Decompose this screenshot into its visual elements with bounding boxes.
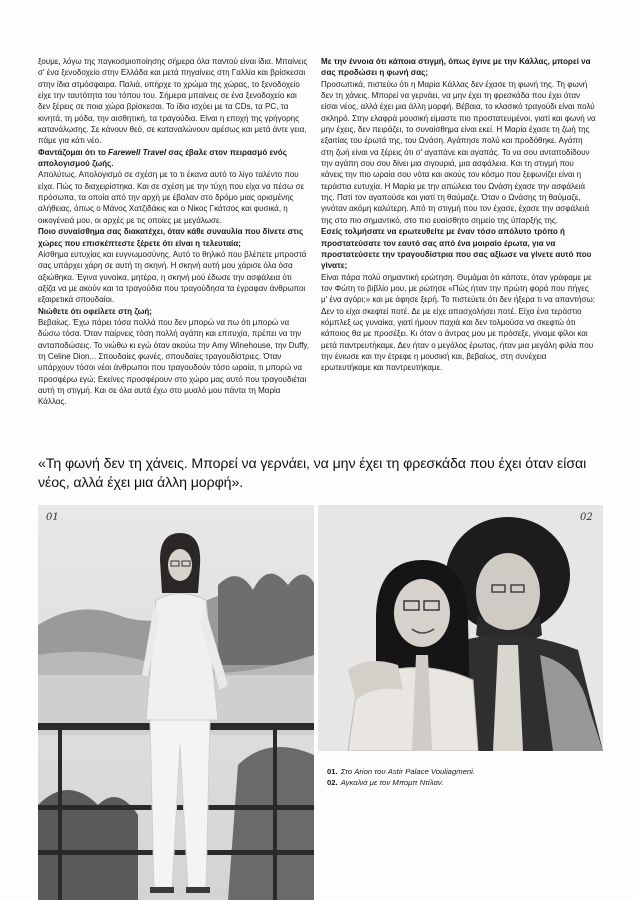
question-italic: Farewell Travel — [108, 147, 167, 157]
interview-question: Νιώθετε ότι οφείλετε στη ζωή; — [38, 306, 152, 316]
interview-answer: Είναι πάρα πολύ σημαντική ερώτηση. Θυμάμαι ότι κάποτε, όταν γράφαμε με τον Φώτη το βιβλίο μου, με ρώτησε «Πώς ήταν την πρώτη φορά που πήγες μ' ένα αγόρι;» και με άφησε ξερή. Το πιστεύετε ότι δεν ήξερα τι να απαντήσω; Δεν το είχα σκεφτεί ποτέ. Δε με είχε απασχολήσει ποτέ. Είχα ένα τεράστιο κόμπλεξ ως γυναίκα, γιατί ήμουν παχιά και δεν τολμούσα να σκεφτώ ότι κάποιος θα με προσέξει. Κι όταν ο άντρας μου με πρόσεξε, γίναμε φίλοι και μετά παντρευτήκαμε. Δεν ήταν ο μεγάλος έρωτας, ήταν μια μεγάλη φιλία που την ένιωσε και την έτρεφε η μουσική και, βεβαίως, στη συνέχεια ερωτευτήκαμε και παντρευτήκαμε. — [321, 272, 595, 373]
caption-01 — [327, 766, 607, 777]
interview-question — [38, 147, 310, 170]
pull-quote: «Τη φωνή δεν τη χάνεις. Μπορεί να γερνάει, να μην έχει τη φρεσκάδα που έχει όταν είσαι νέος, αλλά έχει μια άλλη μορφή». — [38, 456, 587, 491]
interview-answer: ξουμε, λόγω της παγκοσμιοποίησης σήμερα όλα παντού είναι ίδια. Μπαίνεις σ' ένα ξενοδοχείο στην Ελλάδα και μετά πηγαίνεις στη Γαλλία και βρίσκεσαι στην ίδια ατμόσφαιρα. Παλιά, υπήρχε το χρώμα της χώρας, το ξενοδοχείο είχε την ταυτότητα του τόπου του. Σήμερα μπαίνεις σε ένα ξενοδοχείο και δεν ξέρεις σε ποια χώρα βρίσκεσαι. Το ίδιο ισχύει με τα CDs, τα PC, τα κινητά, τη μόδα, την αισθητική, τα τραγούδια. Είναι η εποχή της γρήγορης κατανάλωσης. Σε κάνουν θεό, σε καταναλώνουν αμέσως και μετά άντε γεια, πάμε για κάτι νέο. — [38, 57, 308, 146]
caption-number: 02. — [327, 778, 338, 787]
interview-question: Με την έννοια ότι κάποια στιγμή, όπως έγινε με την Κάλλας, μπορεί να σας προδώσει η φωνή σας; — [321, 57, 591, 78]
interview-answer: Απολύτως. Απολογισμό σε σχέση με το τι έκανα αυτό το λίγο ταλέντο που είχα. Πώς το διαχειρίστηκα. Και σε σχέση με την τύχη που είχα να πέσω σε πρόσωπα, τα οποία από την αρχή με έβαλαν στο δρόμο μιας ορισμένης αλήθειας, όπως ο Μάνος Χατζιδάκις και ο Νίκος Γκάτσος και φυσικά, η οικογένειά μου, οι αρχές με τις οποίες με μεγάλωσε. — [38, 170, 305, 225]
photo-with-dylan-image — [318, 505, 603, 751]
photo-number-01: 01 — [46, 512, 59, 523]
question-part: Φαντάζομαι ότι το — [38, 147, 109, 157]
caption-02 — [327, 777, 607, 788]
caption-text: Αγκαλιά με τον Μπομπ Ντίλαν. — [340, 778, 444, 787]
right-column — [321, 56, 597, 374]
photo-balcony — [38, 505, 314, 900]
interview-question: Εσείς τολμήσατε να ερωτευθείτε με έναν τόσο απόλυτο τρόπο ή προστατεύσατε τον εαυτό σας από ένα μοιραίο έρωτα, για να προστατεύσετε την τραγουδίστρια που σας αξίωσε να γίνετε αυτό που γίνατε; — [321, 227, 592, 271]
interview-answer: Βεβαίως. Έχω πάρει τόσα πολλά που δεν μπορώ να πω ότι μπορώ να δώσω τόσα. Όταν παίρνεις τόση πολλή αγάπη και επιτυχία, πρέπει να την ανταποδώσεις. Το νιώθω κι εγώ όταν ακούω την Amy Winehouse, την Duffy, τη Celine Dion... Σπουδαίες φωνές, σπουδαίες τραγουδίστριες. Όταν υπάρχουν τόσοι νέοι άνθρωποι που τραγουδούν τόσο ωραία, τι μπορώ να προσφέρω εγώ; Εκείνες προσφέρουν στο χώρο μας αυτό που τραγουδιέται αυτή τη στιγμή. Και σε όλα αυτά έχω στο μυαλό μου πάντα τη Μαρία Κάλλας. — [38, 317, 310, 407]
photo-balcony-image — [38, 505, 314, 900]
question-part: σας έβαλε στον πειρασμό ενός απολογισμού ζωής. — [38, 147, 287, 169]
interview-question: Ποιο συναίσθημα σας διακατέχει, όταν κάθε συναυλία που δίνετε στις χώρες που επισκέπτεστε ξέρετε ότι είναι η τελευταία; — [38, 227, 304, 248]
caption-number: 01. — [327, 767, 338, 776]
photo-with-dylan — [318, 505, 603, 751]
photo-captions — [327, 766, 607, 788]
interview-answer: Αίσθημα ευτυχίας και ευγνωμοσύνης. Αυτό το θηλικό που βλέπετε μπροστά σας υπάρχει χάρη σε αυτή τη σκηνή. Η σκηνή αυτή μου χάρισε όλα όσα αξιώθηκα. Έγινα γυναίκα, μητέρα, η σκηνή μού έδωσε την ασφάλεια ότι αξίζα να με ακούν και τα τραγούδια που τραγούδησα τα έγραφαν άνθρωποι εξαιρετικά σπουδαίοι. — [38, 249, 307, 305]
left-column — [38, 56, 310, 408]
interview-answer: Προσωπικά, πιστεύω ότι η Μαρία Κάλλας δεν έχασε τη φωνή της. Τη φωνή δεν τη χάνεις. Μπορεί να γερνάει, να μην έχει τη φρεσκάδα που έχει όταν είσαι νέος, αλλά έχει μια άλλη μορφή. Βέβαια, το κλασικό τραγούδι είναι πολύ σκληρό. Στην ελαφρά μουσική είμαστε πιο προστατευμένοι, γιατί και φωνή να μην έχεις, δεν πειράζει, το συναίσθημα είναι εκεί. Η Μαρία έχασε τη ζωή της εξαιτίας του έρωτά της, του Ωνάση. Αγάπησε πολύ και προδόθηκε. Αγάπη στη ζωή είναι να ξέρεις ότι σ' αγαπάνε και αγαπάς. Το να σου ανταποδίδουν την αγάπη σου σου δίνει μια σιγουριά, μια ασφάλεια. Και τη στιγμή που κάνεις την πιο ωραία σου νότα και ακούς τον κόσμο που ξεφωνίζει είναι η τεράστια ευτυχία. Η Μαρία με την απώλεια του Ωνάση έχασε την ασφάλειά της. Πατί τον αγαπούσε και γιατί τη θαύμαζε. Όταν ο Ωνάσης τη θαύμαζε, γινόταν ακόμη καλύτερη. Από τη στιγμή που τον έχασε, έχασε την ασφάλειά της στο πιο σημαντικό, στο πιο ευαίσθητο σημείο της ύπαρξής της. — [321, 79, 596, 225]
caption-text: Στο Arion του Astir Palace Vouliagmeni. — [340, 767, 476, 776]
photo-number-02: 02 — [580, 512, 593, 523]
